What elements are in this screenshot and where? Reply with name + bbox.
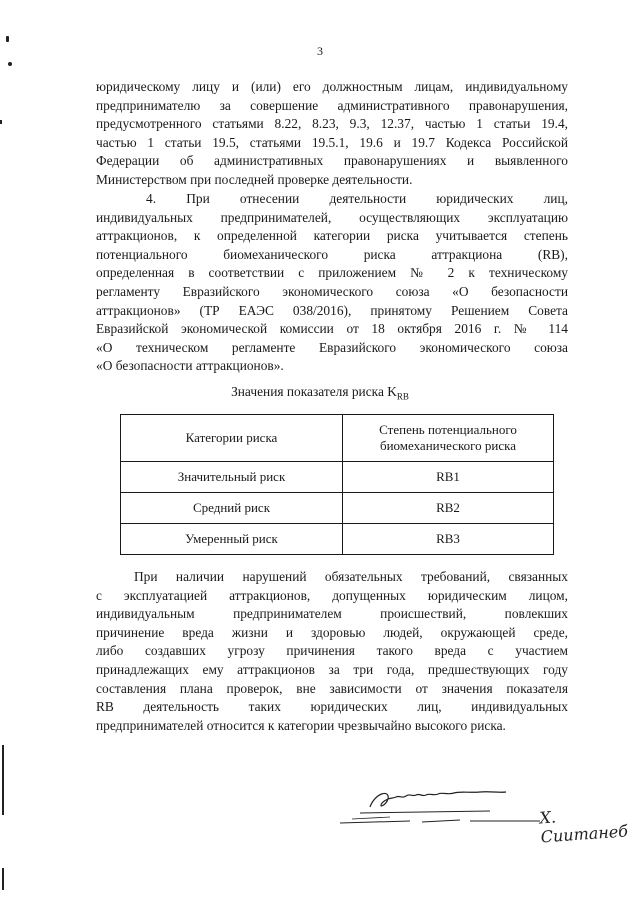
header-line: Степень потенциального	[379, 422, 517, 437]
margin-mark	[2, 868, 4, 890]
text-line: либо создавших угрозу причинения такого вреда с участием	[96, 643, 568, 659]
text-line: определенная в соответствии с приложением № 2 к техническому	[96, 265, 568, 281]
table-cell: Значительный риск	[121, 462, 343, 493]
text-line: потенциального биомеханического риска аттракциона (RB),	[96, 246, 568, 262]
caption-subscript: RB	[396, 391, 409, 402]
text-line: RB деятельность таких юридических лиц, индивидуальных	[96, 699, 568, 715]
text-line: При наличии нарушений обязательных требований, связанных	[134, 569, 568, 584]
text-line: Евразийской экономической комиссии от 18 октября 2016 г. № 114	[96, 321, 568, 337]
signature-name: Х. Сиитанеб	[538, 807, 629, 847]
page-number: 3	[317, 44, 323, 58]
text-line: индивидуальных предпринимателей, осуществляющих эксплуатацию	[96, 209, 568, 225]
text-line: «О техническом регламенте Евразийского экономического союза	[96, 339, 568, 355]
caption-text: Значения показателя риска K	[231, 384, 397, 399]
table-cell: RB2	[343, 493, 554, 524]
header-line: биомеханического риска	[379, 438, 517, 453]
margin-mark	[6, 36, 9, 42]
table-row	[121, 493, 554, 524]
text-line: Федерации об административных правонарушениях и выявленного	[96, 153, 568, 169]
table-cell: RB3	[343, 524, 554, 555]
text-line: предусмотренного статьями 8.22, 8.23, 9.3, 12.37, частью 1 статьи 19.4,	[96, 116, 568, 132]
margin-mark	[8, 62, 12, 66]
text-line: «О безопасности аттракционов».	[96, 358, 284, 374]
paragraph-2	[96, 190, 568, 376]
text-line: регламенту Евразийского экономического союза «О безопасности	[96, 283, 568, 299]
paragraph-3	[96, 568, 568, 735]
header-risk-degree	[343, 415, 554, 462]
text-line: причинение вреда жизни и здоровью людей, окружающей среде,	[96, 624, 568, 640]
text-line: юридическому лицу и (или) его должностным лицам, индивидуальному	[96, 79, 568, 94]
text-line: индивидуальным предпринимателем происшествий, повлекших	[96, 606, 568, 622]
table-row	[121, 462, 554, 493]
text-line: с эксплуатацией аттракционов, допущенных юридическим лицом,	[96, 587, 568, 603]
text-line: аттракционов» (ТР ЕАЭС 038/2016), принятому Решением Совета	[96, 302, 568, 318]
text-line: 4. При отнесении деятельности юридических лиц,	[146, 191, 568, 206]
text-line: аттракционов, к определенной категории риска учитывается степень	[96, 228, 568, 244]
table-caption	[0, 384, 640, 402]
table-header-row	[121, 415, 554, 462]
text-line: предпринимателей относится к категории чрезвычайно высокого риска.	[96, 717, 506, 733]
table-cell: RB1	[343, 462, 554, 493]
table-cell: Средний риск	[121, 493, 343, 524]
paragraph-1	[96, 78, 568, 190]
margin-mark	[2, 745, 4, 815]
margin-mark	[0, 120, 2, 124]
text-line: составления плана проверок, вне зависимости от значения показателя	[96, 680, 568, 696]
text-line: Министерством при последней проверке деятельности.	[96, 171, 413, 187]
text-line: принадлежащих ему аттракционов за три года, предшествующих году	[96, 661, 568, 677]
text-line: частью 1 статьи 19.5, статьями 19.5.1, 19.6 и 19.7 Кодекса Российской	[96, 134, 568, 150]
risk-table	[120, 414, 554, 555]
table-cell: Умеренный риск	[121, 524, 343, 555]
text-line: предпринимателю за совершение административного правонарушения,	[96, 97, 568, 113]
table-row	[121, 524, 554, 555]
header-risk-category: Категории риска	[121, 415, 343, 462]
